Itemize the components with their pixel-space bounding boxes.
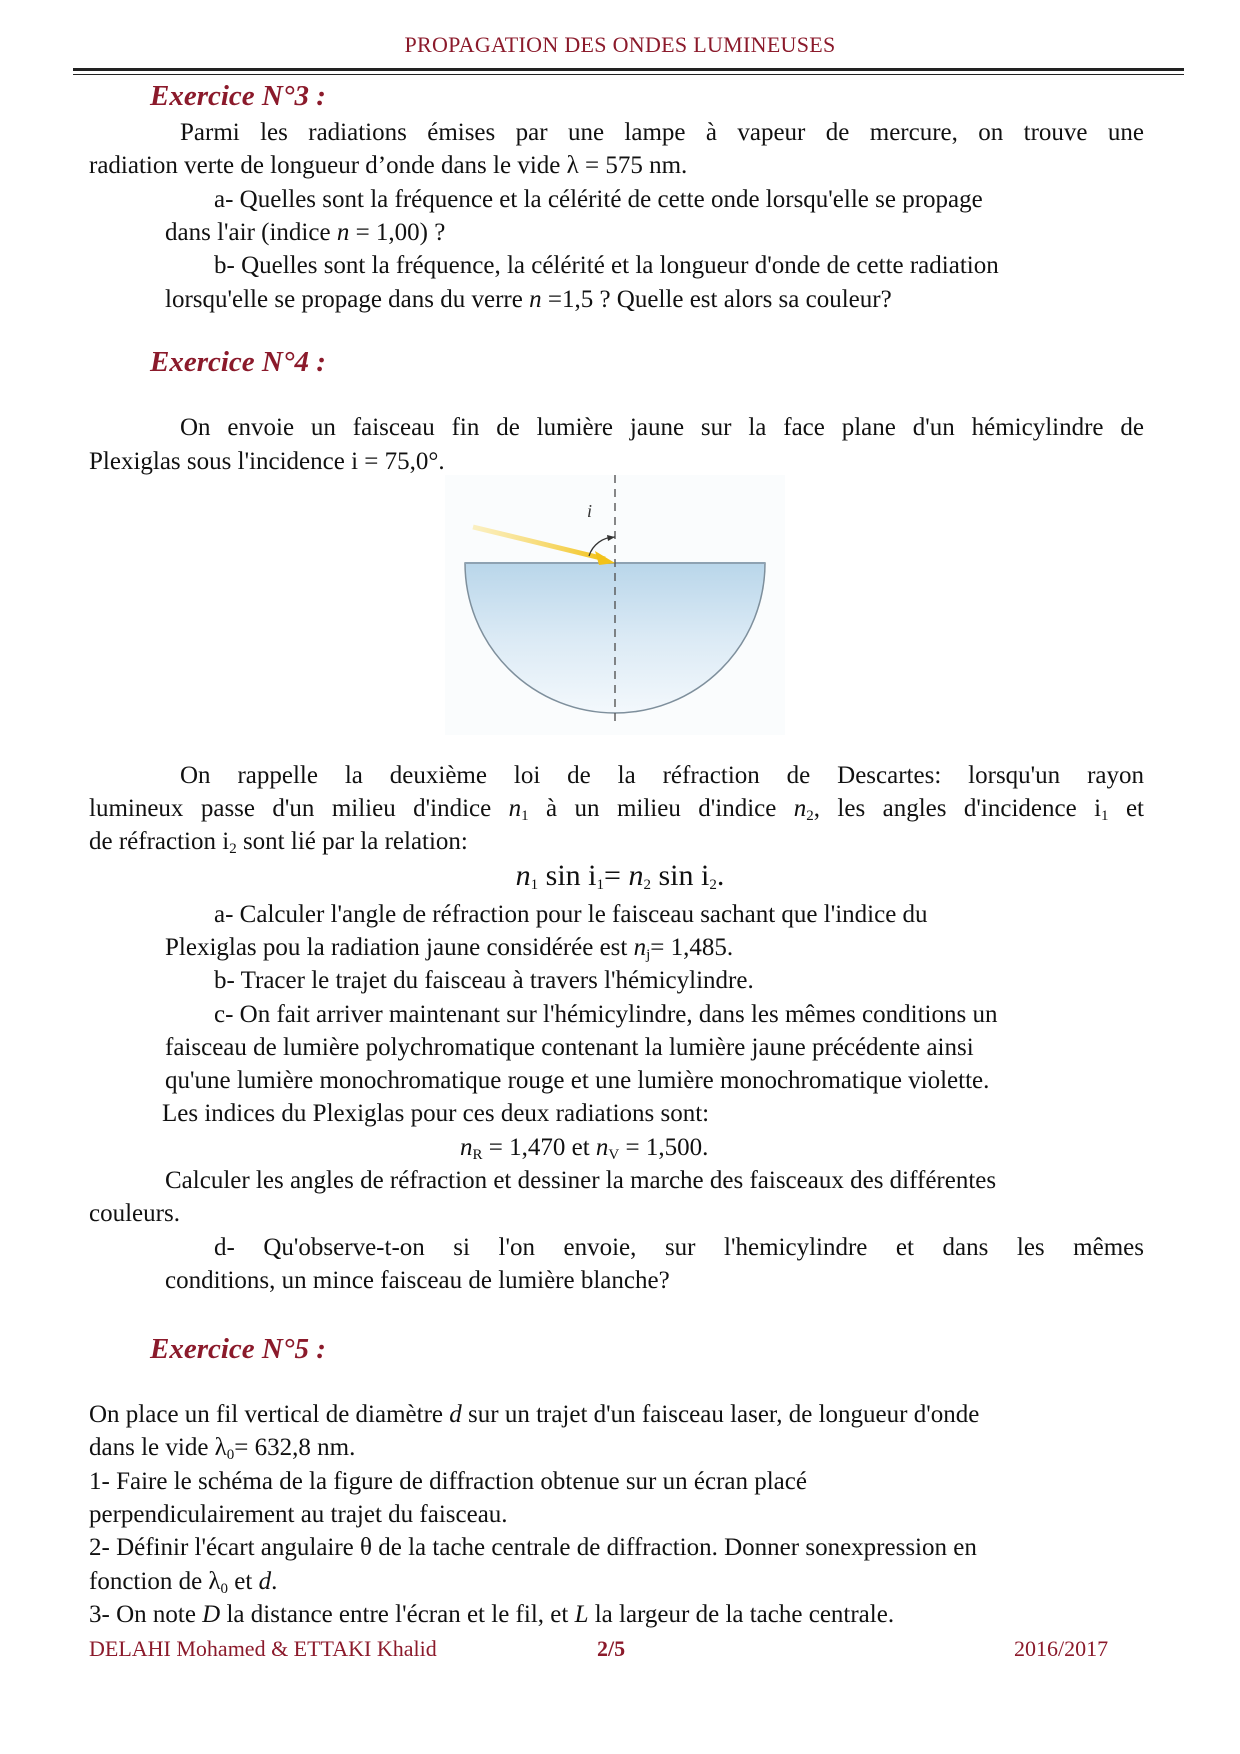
footer-page-number: 2/5 — [597, 1636, 626, 1661]
hemicylinder-figure — [445, 475, 785, 735]
ex4-question-c-line5: Calculer les angles de réfraction et dessiner la marche des faisceaux des différentes — [165, 1167, 997, 1194]
ex5-question2-line2: fonction de $\lambda_0$ et d. — [89, 1568, 278, 1597]
ex4-question-c-line4: Les indices du Plexiglas pour ces deux radiations sont: — [162, 1100, 710, 1127]
ex5-question1-line1: 1- Faire le schéma de la figure de diffraction obtenue sur un écran placé — [89, 1468, 807, 1495]
ex4-law-line2: lumineux passe d'un milieu d'indice $n_1$ à un milieu d'indice $n_2$, les angles d'incidence $i_1$ et — [89, 795, 1144, 824]
ex5-question2-line1: 2- Définir l'écart angulaire θ de la tache centrale de diffraction. Donner sonexpression en — [89, 1534, 977, 1561]
exercise-3-title: Exercice N°3 : — [150, 80, 326, 112]
ex4-question-d-line2: conditions, un mince faisceau de lumière blanche? — [165, 1267, 670, 1294]
ex3-question-a-line2: dans l'air (indice n = 1,00) ? — [165, 219, 446, 246]
ex4-question-a-line2: Plexiglas pou la radiation jaune considérée est $n_j= 1,485$. — [165, 934, 734, 963]
ex3-intro-line1: Parmi les radiations émises par une lampe à vapeur de mercure, on trouve une — [180, 119, 1144, 146]
ex4-indices-line: $n_R = 1,470$ et $n_V = 1,500$. — [460, 1134, 709, 1163]
angle-label: i — [587, 501, 593, 521]
exercise-5-title: Exercice N°5 : — [150, 1333, 326, 1365]
header-rule-thin — [73, 74, 1184, 75]
exercise-4-title: Exercice N°4 : — [150, 346, 326, 378]
ex4-question-c-line2: faisceau de lumière polychromatique contenant la lumière jaune précédente ainsi — [165, 1034, 974, 1061]
ex4-question-c-line3: qu'une lumière monochromatique rouge et une lumière monochromatique violette. — [165, 1067, 990, 1094]
footer-year: 2016/2017 — [1014, 1636, 1109, 1661]
ex4-intro-line2: Plexiglas sous l'incidence i = 75,0°. — [89, 448, 445, 475]
ex4-question-b: b- Tracer le trajet du faisceau à travers l'hémicylindre. — [214, 967, 754, 994]
page-header-title: PROPAGATION DES ONDES LUMINEUSES — [404, 32, 836, 57]
footer-authors: DELAHI Mohamed & ETTAKI Khalid — [89, 1636, 437, 1661]
ex4-question-c-line6: couleurs. — [89, 1200, 180, 1227]
ex3-question-b-line2: lorsqu'elle se propage dans du verre n =1,5 ? Quelle est alors sa couleur? — [165, 286, 892, 313]
ex5-line2: dans le vide $\lambda_0= 632,8$ nm. — [89, 1434, 356, 1463]
ex5-question3: 3- On note D la distance entre l'écran et le fil, et L la largeur de la tache centrale. — [89, 1601, 895, 1628]
ex4-question-a-line1: a- Calculer l'angle de réfraction pour le faisceau sachant que l'indice du — [214, 901, 928, 928]
ex4-question-c-line1: c- On fait arriver maintenant sur l'hémicylindre, dans les mêmes conditions un — [214, 1001, 998, 1028]
ex4-law-line3: de réfraction $i_2$ sont lié par la relation: — [89, 828, 468, 857]
ex3-question-a-line1: a- Quelles sont la fréquence et la célérité de cette onde lorsqu'elle se propage — [214, 186, 983, 213]
ex3-intro-line2: radiation verte de longueur d’onde dans le vide λ = 575 nm. — [89, 152, 688, 179]
descartes-equation: $n_1$ $\sin i_1= n_2$ $\sin i_2$. — [515, 859, 725, 893]
ex4-law-line1: On rappelle la deuxième loi de la réfraction de Descartes: lorsqu'un rayon — [180, 762, 1144, 789]
ex3-question-b-line1: b- Quelles sont la fréquence, la célérité et la longueur d'onde de cette radiation — [214, 252, 999, 279]
ex4-question-d-line1: d- Qu'observe-t-on si l'on envoie, sur l'hemicylindre et dans les mêmes — [214, 1234, 1144, 1261]
header-rule-thick — [73, 68, 1184, 71]
ex5-line1: On place un fil vertical de diamètre d sur un trajet d'un faisceau laser, de longueur d'onde — [89, 1401, 980, 1428]
ex5-question1-line2: perpendiculairement au trajet du faisceau. — [89, 1501, 508, 1528]
ex4-intro-line1: On envoie un faisceau fin de lumière jaune sur la face plane d'un hémicylindre de — [180, 414, 1144, 441]
